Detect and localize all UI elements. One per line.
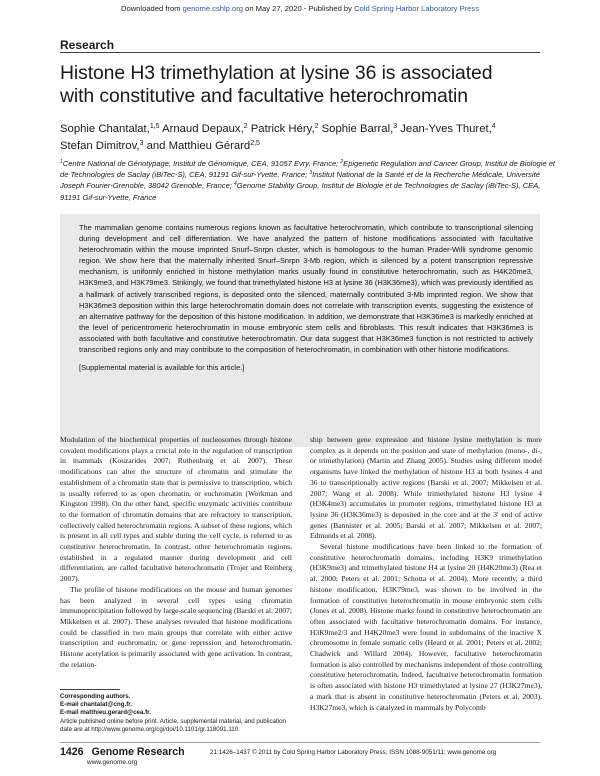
online-note: Article published online before print. Article, supplemental material, and publication date are at http://www.genome.org/cgi/doi/10.1101/gr.118091.110.	[60, 717, 286, 733]
body-column-left	[60, 435, 292, 670]
author: Sophie Barral,$^3$	[321, 123, 398, 135]
page-number: 1426	[60, 746, 84, 758]
email-2[interactable]: E-mail matthieu.gerard@cea.fr.	[60, 709, 151, 717]
abstract	[79, 222, 533, 373]
affiliations: $^1$Centre National de Génotypage, Institut de Génomique, CEA, 91057 Evry, France; $^2$Epigenetic Regulation and Cancer Group, Institut de Biologie et de Technologies de Saclay (iBiTec-S), CEA, 91191 Gif-sur-Yvette, France; $^3$Institut National de la Santé et de la Recherche Médicale, Université Joseph Fourier-Grenoble, 38042 Grenoble, France; $^4$Genome Stability Group, Institut de Biologie et de Technologies de Saclay (iBiTec-S), CEA, 91191 Gif-sur-Yvette, France	[60, 159, 556, 202]
author: Sophie Chantalat,$^{1,5}$	[60, 123, 160, 135]
site-link[interactable]: genome.cshlp.org	[182, 4, 243, 13]
body-paragraph: Modulation of the biochemical properties of nucleosomes through histone covalent modifications plays a crucial role in the regulation of transcription in mammals (Kouzarides 2007; Ruthenburg et al. 2007). These modifications can alter the structure of chromatin and stimulate the establishment of a chromatin state that is permissive to transcription, which is usually referred to as open chromatin, or euchromatin (Workman and Kingston 1998). On the other hand, specific enzymatic activities contribute to the formation of chromatin domains that are refractory to transcription, collectively called heterochromatin regions. A subset of these regions, which is present in all cell types and stable during the cell cycle, is referred to as constitutive heterochromatin. In contrast, other heterochromatin regions, established in a regulated manner during development and cell differentiation, are called facultative heterochromatin (Trojer and Reinberg 2007).	[60, 435, 292, 584]
publisher-link[interactable]: Cold Spring Harbor Laboratory Press	[354, 4, 479, 13]
download-middle: on May 27, 2020 - Published by	[245, 4, 352, 13]
body-paragraph: Several histone modifications have been linked to the formation of constitutive heterochromatin domains, including H3K9 trimethylation (H3K9me3) and trimethylated histone H4 at lysine 20 (H4K20me3) (Rea et al. 2000; Peters et al. 2001; Schotta et al. 2004). More recently, a third histone modification, H3K79me3, was shown to be involved in the formation of constitutive heterochromatin in mouse embryonic stem cells (Jones et al. 2008). Histone marks found in constitutive heterochromatin are often associated with facultative heterochromatin domains. For instance, H3K9me2/3 and H4K20me3 were found in subdomains of the inactive X chromosome in female somatic cells (Heard et al. 2001; Peters et al. 2002; Chadwick and Willard 2004). However, facultative heterochromatin formation is also controlled by mechanisms independent of those controlling constitutive heterochromatin. Indeed, facultative heterochromatin formation is often associated with histone H3 trimethylated at lysine 27 (H3K27me3), a mark that is absent in constitutive heterochromatin (Peters et al. 2003). H3K27me3, which is catalyzed in mammals by Polycomb	[310, 542, 542, 712]
affiliation: Epigenetic Regulation and Cancer Group, Institut de Biologie et de Technologies de Saclay (iBiTec-S), CEA, 91191 Gif-sur-Yvette, France;	[60, 159, 556, 180]
author: and Matthieu Gérard$^{2,5}$	[146, 140, 260, 152]
author: Jean-Yves Thuret,$^4$	[400, 123, 496, 135]
section-label: Research	[60, 38, 115, 52]
footer-rule	[60, 742, 540, 743]
download-prefix: Downloaded from	[120, 4, 181, 13]
journal-url[interactable]: www.genome.org	[87, 759, 138, 766]
title-line: with constitutive and facultative heterochromatin	[60, 85, 468, 107]
affiliation: Centre National de Génotypage, Institut de Génomique, CEA, 91057 Evry, France;	[62, 159, 339, 168]
supplemental-note: [Supplemental material is available for this article.]	[79, 363, 245, 373]
affiliation: Institut National de la Santé et de la Recherche Médicale, Université Joseph Fourier-Grenoble, 38042 Grenoble, France;	[60, 170, 540, 191]
email-1[interactable]: E-mail chantalat@cng.fr.	[60, 701, 133, 709]
footnote-rule	[60, 689, 120, 690]
download-banner	[0, 4, 600, 13]
author: Arnaud Depaux,$^2$	[162, 123, 248, 135]
title-line: Histone H3 trimethylation at lysine 36 is associated	[60, 62, 493, 84]
author: Stefan Dimitrov,$^3$	[60, 140, 144, 152]
footer-meta: 21:1426–1437 © 2011 by Cold Spring Harbor Laboratory Press; ISSN 1088-9051/11; www.genome.org	[210, 749, 497, 756]
abstract-text: The mammalian genome contains numerous regions known as facultative heterochromatin, which contribute to transcriptional silencing during development and cell differentiation. We have analyzed the pattern of histone modifications associated with facultative heterochromatin within the mouse imprinted Snurf–Snrpn cluster, which is homologous to the human Prader-Willi syndrome genomic region. We show here that the maternally inherited Snurf–Snrpn 3-Mb region, which is silenced by a potent transcription repressive mechanism, is uniformly enriched in histone methylation marks usually found in constitutive heterochromatin, such as H4K20me3, H3K9me3, and H3K79me3. Strikingly, we found that trimethylated histone H3 at lysine 36 (H3K36me3), which was previously identified as a hallmark of actively transcribed regions, is deposited onto the silenced, maternally contributed 3-Mb imprinted region. We show that H3K36me3 deposition within this large heterochromatin domain does not correlate with transcription events, suggesting the existence of an alternative pathway for the deposition of this histone modification. In addition, we demonstrate that H3K36me3 is markedly enriched at the level of pericentromeric heterochromatin in mouse embryonic stem cells and fibroblasts. This result indicates that H3K36me3 is associated with both facultative and constitutive heterochromatin. Our data suggest that H3K36me3 function is not restricted to actively transcribed regions only and may contribute to the composition of heterochromatin, in combination with other histone modifications.	[79, 223, 533, 355]
footer-page	[60, 746, 185, 758]
body-column-right	[310, 435, 542, 713]
affiliation: Genome Stability Group, Institut de Biologie et de Technologies de Saclay (iBiTec-S), CEA, 91191 Gif-sur-Yvette, France	[60, 181, 541, 202]
article-title	[60, 62, 560, 108]
footnotes	[60, 693, 292, 734]
author: Patrick Héry,$^2$	[250, 123, 319, 135]
corresponding-label: Corresponding authors.	[60, 693, 131, 700]
section-rule	[60, 52, 540, 53]
author-list	[60, 121, 560, 155]
journal-name: Genome Research	[91, 746, 185, 758]
body-paragraph: ship between gene expression and histone lysine methylation is more complex as it depends on the position and state of methylation (mono-, di-, or trimethylation) (Martin and Zhang 2005). Studies using different model organisms have linked the methylation of histone H3 at both lysines 4 and 36 to transcriptionally active regions (Barski et al. 2007; Mikkelsen et al. 2007; Wang et al. 2008). While trimethylated histone H3 lysine 4 (H3K4me3) accumulates in promoter regions, trimethylated histone H3 at lysine 36 (H3K36me3) is deposited in the core and at the 3′ end of active genes (Bannister et al. 2005; Barski et al. 2007; Mikkelsen et al. 2007; Edmunds et al. 2008).	[310, 435, 542, 541]
body-paragraph: The profile of histone modifications on the mouse and human genomes has been analyzed in several cell types using chromatin immunoprecipitation followed by large-scale sequencing (Barski et al. 2007; Mikkelsen et al. 2007). These analyses revealed that histone modifications could be classified in two main groups that correlate with either active transcription and euchromatin, or gene repression and heterochromatin. Histone acetylation is primarily associated with gene activation. In contrast, the relation-	[60, 584, 292, 669]
